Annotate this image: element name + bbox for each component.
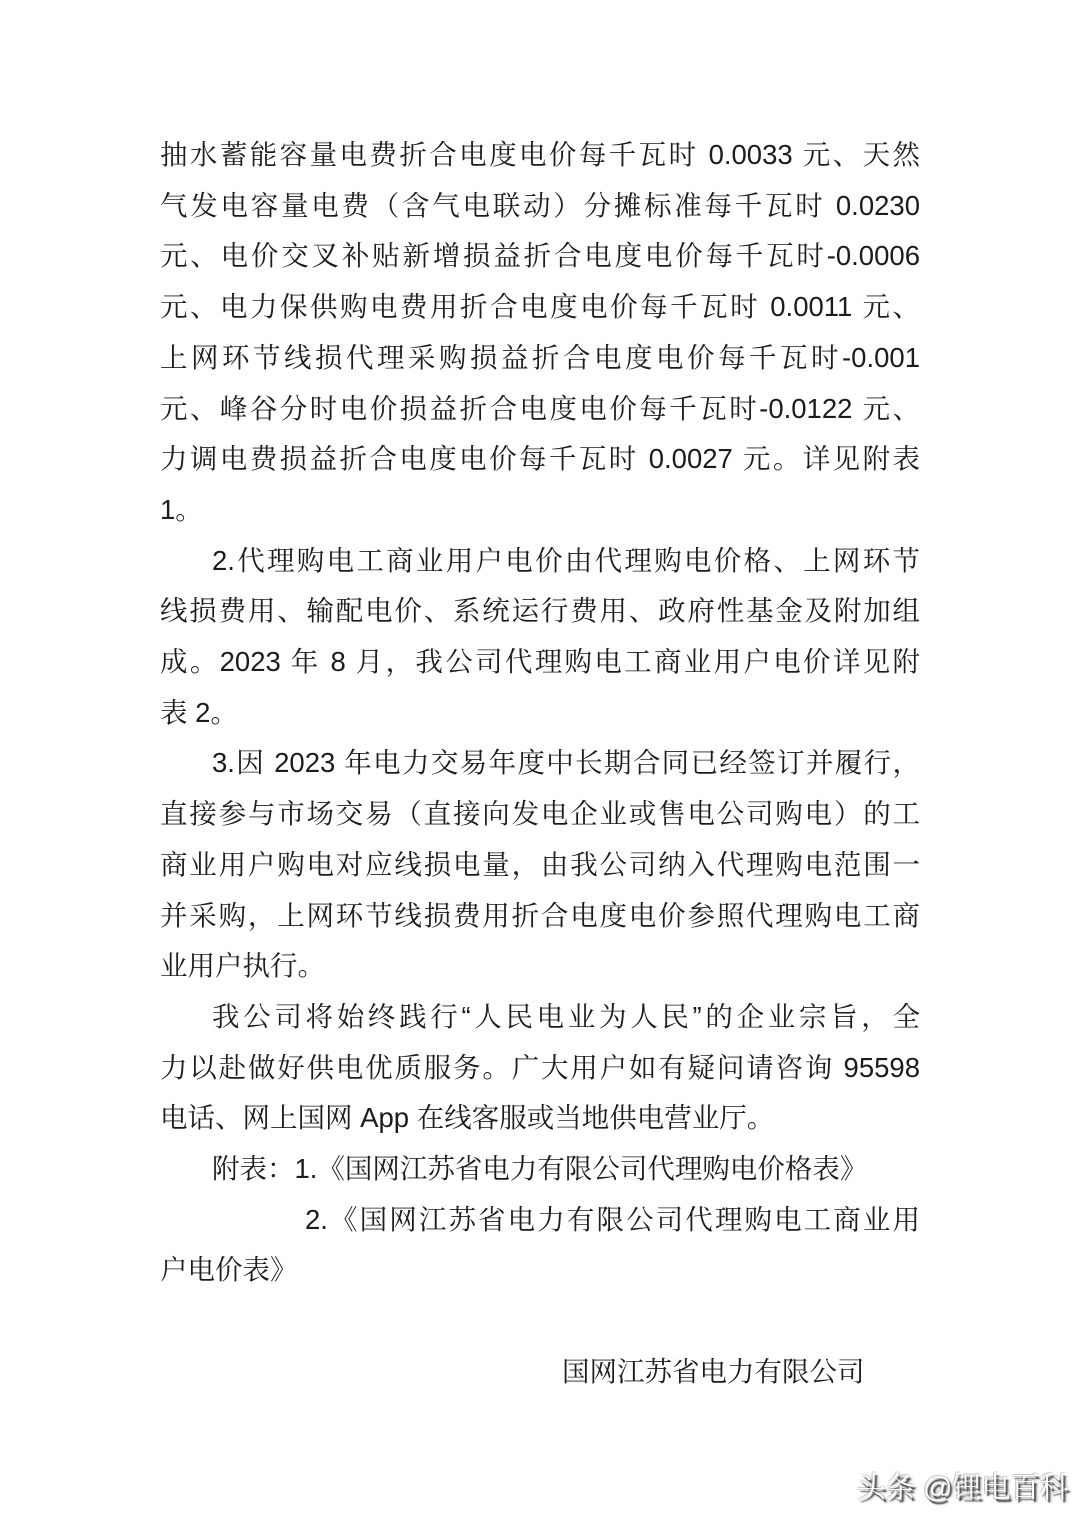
signature: 国网江苏省电力有限公司: [562, 1355, 865, 1387]
attachment-line: 2.《国网江苏省电力有限公司代理购电工商业用: [305, 1203, 920, 1235]
doc-line: 并采购，上网环节线损费用折合电度电价参照代理购电工商: [160, 899, 920, 931]
doc-line: 2.代理购电工商业用户电价由代理购电价格、上网环节: [212, 544, 920, 576]
doc-line: 力调电费损益折合电度电价每千瓦时 0.0027 元。详见附表: [160, 443, 920, 475]
doc-line: 力以赴做好供电优质服务。广大用户如有疑问请咨询 95598: [160, 1051, 920, 1083]
doc-line: 表 2。: [160, 696, 238, 728]
watermark-toutiao: 头条 @锂电百科: [857, 1472, 1069, 1504]
attachment-line: 户电价表》: [160, 1254, 298, 1286]
doc-line: 电话、网上国网 App 在线客服或当地供电营业厅。: [160, 1102, 775, 1134]
doc-line: 我公司将始终践行“人民电业为人民”的企业宗旨，全: [212, 1000, 920, 1032]
doc-line: 业用户执行。: [160, 950, 325, 982]
document-body: [160, 130, 920, 1398]
doc-line: 商业用户购电对应线损电量，由我公司纳入代理购电范围一: [160, 848, 920, 880]
doc-line: 上网环节线损代理采购损益折合电度电价每千瓦时-0.001: [160, 341, 920, 373]
doc-line: 元、电价交叉补贴新增损益折合电度电价每千瓦时-0.0006: [160, 240, 920, 272]
doc-line: 气发电容量电费（含气电联动）分摊标准每千瓦时 0.0230: [160, 189, 920, 221]
doc-line: 1。: [160, 493, 203, 525]
doc-line: 线损费用、输配电价、系统运行费用、政府性基金及附加组: [160, 595, 920, 627]
doc-line: 直接参与市场交易（直接向发电企业或售电公司购电）的工: [160, 798, 920, 830]
blank-line: [160, 1296, 920, 1347]
doc-line: 元、峰谷分时电价损益折合电度电价每千瓦时-0.0122 元、: [160, 392, 920, 424]
doc-line: 抽水蓄能容量电费折合电度电价每千瓦时 0.0033 元、天然: [160, 139, 920, 170]
attachment-line: 附表：1.《国网江苏省电力有限公司代理购电价格表》: [212, 1153, 868, 1185]
doc-line: 成。2023 年 8 月，我公司代理购电工商业用户电价详见附: [160, 646, 920, 678]
doc-line: 元、电力保供购电费用折合电度电价每千瓦时 0.0011 元、: [160, 291, 920, 323]
doc-line: 3.因 2023 年电力交易年度中长期合同已经签订并履行，: [212, 747, 920, 779]
